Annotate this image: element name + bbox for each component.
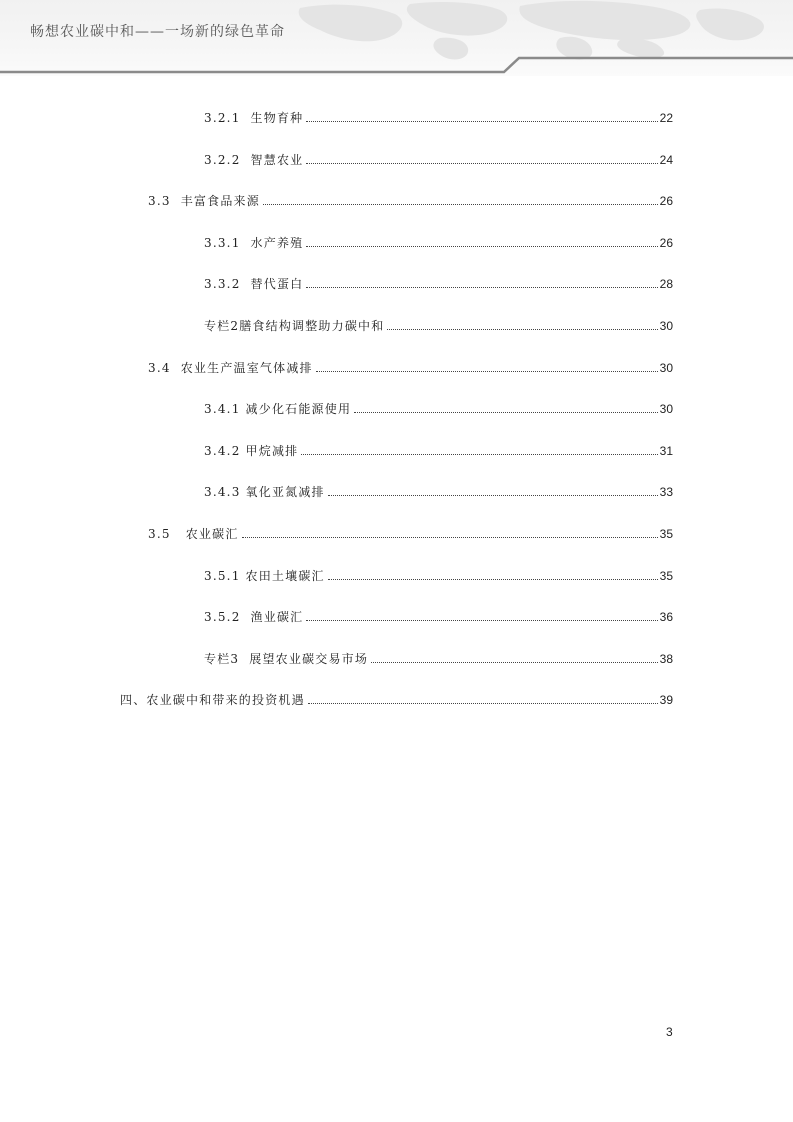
header-rule (0, 58, 793, 72)
toc-entry-label: 3.2.2 智慧农业 (204, 152, 304, 167)
toc-dot-leader (306, 276, 657, 288)
toc-entry-column-2[interactable] (0, 318, 673, 360)
toc-entry-3-3[interactable] (0, 193, 673, 235)
toc-entry-label: 3.4.2 甲烷减排 (204, 443, 299, 458)
toc-dot-leader (306, 609, 657, 621)
toc-entry-page: 38 (659, 651, 673, 666)
toc-entry-page: 22 (659, 111, 673, 125)
page-header (0, 0, 793, 76)
header-title: 畅想农业碳中和——一场新的绿色革命 (30, 24, 285, 40)
toc-entry-page: 36 (659, 610, 673, 625)
toc-dot-leader (387, 318, 657, 330)
toc-entry-3-4-1[interactable] (0, 401, 673, 443)
toc-dot-leader (301, 443, 657, 455)
toc-entry-page: 30 (659, 318, 673, 333)
toc-dot-leader (306, 110, 657, 122)
toc-dot-leader (242, 526, 658, 538)
toc-entry-label: 3.5.2 渔业碳汇 (204, 610, 304, 625)
toc-entry-label: 3.4.1 减少化石能源使用 (204, 402, 352, 417)
toc-entry-label: 专栏3 展望农业碳交易市场 (204, 651, 369, 666)
toc-entry-label: 3.5 农业碳汇 (148, 526, 239, 541)
toc-entry-page: 30 (659, 402, 673, 417)
toc-entry-3-5-1[interactable] (0, 568, 673, 610)
toc-entry-label: 专栏2膳食结构调整助力碳中和 (204, 318, 385, 333)
toc-entry-label: 3.3.1 水产养殖 (204, 235, 304, 250)
toc-entry-page: 31 (659, 443, 673, 458)
toc-entry-label: 3.5.1 农田土壤碳汇 (204, 568, 325, 583)
toc-entry-3-4-3[interactable] (0, 484, 673, 526)
toc-entry-page: 28 (659, 277, 673, 292)
toc-dot-leader (354, 401, 657, 413)
toc-entry-page: 30 (659, 360, 673, 375)
toc-entry-page: 39 (659, 693, 673, 708)
toc-dot-leader (371, 651, 658, 663)
toc-entry-3-2-1[interactable] (0, 110, 673, 152)
toc-dot-leader (328, 568, 658, 580)
toc-entry-column-3[interactable] (0, 651, 673, 693)
toc-entry-3-4-2[interactable] (0, 443, 673, 485)
toc-dot-leader (306, 152, 657, 164)
toc-entry-page: 24 (659, 152, 673, 167)
toc-dot-leader (308, 692, 658, 704)
toc-entry-page: 35 (659, 568, 673, 583)
page-number: 3 (666, 1025, 673, 1039)
toc-entry-3-2-2[interactable] (0, 152, 673, 194)
toc-entry-label: 3.2.1 生物育种 (204, 111, 304, 125)
toc-entry-page: 35 (659, 526, 673, 541)
toc-dot-leader (306, 235, 657, 247)
toc-entry-label: 3.3.2 替代蛋白 (204, 277, 304, 292)
toc-dot-leader (263, 193, 658, 205)
toc-entry-label: 3.4.3 氧化亚氮减排 (204, 485, 325, 500)
toc-dot-leader (328, 484, 658, 496)
toc-entry-3-5[interactable] (0, 526, 673, 568)
toc-entry-page: 33 (659, 485, 673, 500)
toc-entry-chapter-4[interactable] (0, 692, 673, 734)
toc-entry-label: 3.4 农业生产温室气体减排 (148, 360, 313, 375)
toc-entry-3-3-2[interactable] (0, 276, 673, 318)
table-of-contents (0, 110, 673, 734)
toc-dot-leader (316, 360, 658, 372)
toc-entry-3-3-1[interactable] (0, 235, 673, 277)
toc-entry-label: 3.3 丰富食品来源 (148, 194, 260, 209)
toc-entry-3-5-2[interactable] (0, 609, 673, 651)
toc-entry-label: 四、农业碳中和带来的投资机遇 (120, 693, 305, 708)
toc-entry-3-4[interactable] (0, 360, 673, 402)
toc-entry-page: 26 (659, 235, 673, 250)
toc-entry-page: 26 (659, 194, 673, 209)
